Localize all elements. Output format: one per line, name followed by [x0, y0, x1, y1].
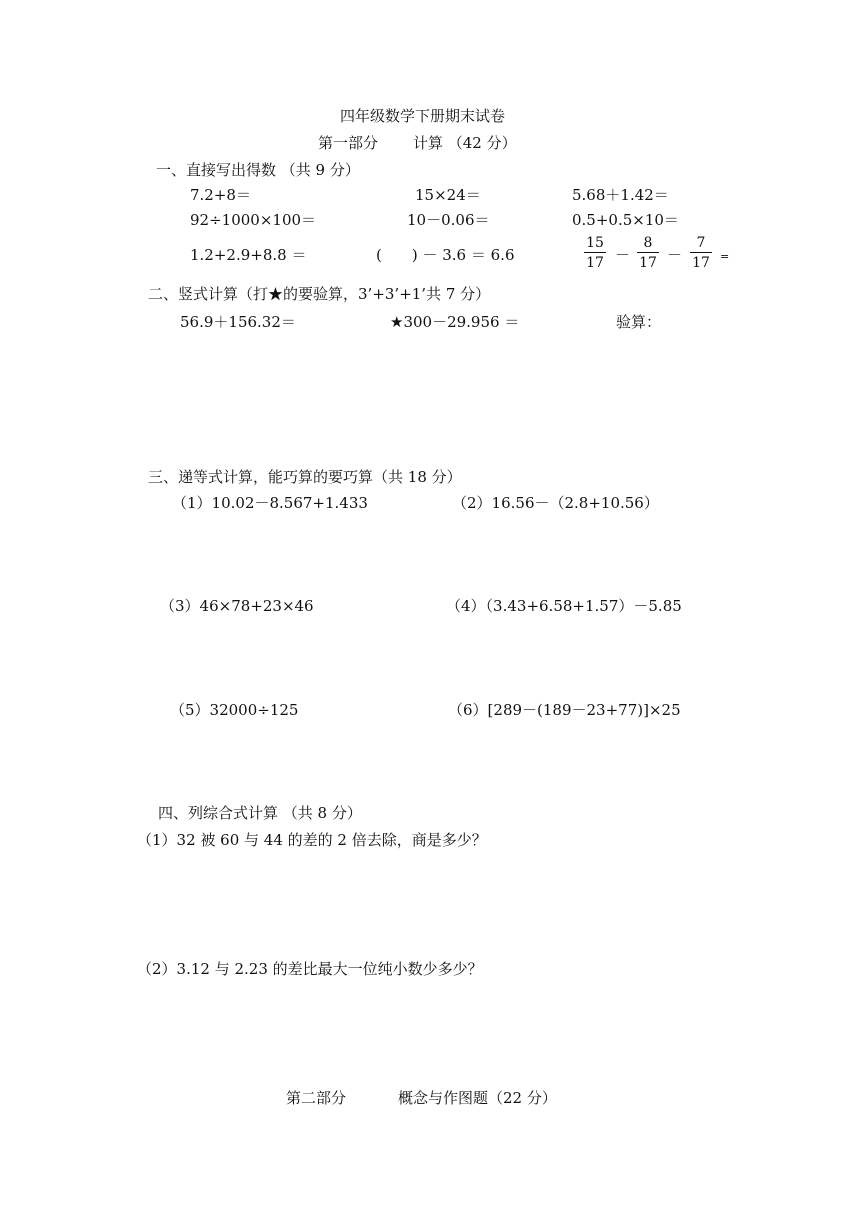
fraction-2-denominator: 17 — [639, 255, 657, 271]
fraction-1-denominator: 17 — [586, 255, 604, 271]
s4-question-1: （1）32 被 60 与 44 的差的 2 倍去除，商是多少？ — [137, 831, 487, 849]
s4-question-2: （2）3.12 与 2.23 的差比最大一位纯小数少多少？ — [137, 960, 483, 978]
fraction-2-numerator: 8 — [637, 236, 659, 253]
s3-item-3: （3）46×78+23×46 — [160, 597, 314, 615]
equals-sign: = — [720, 250, 730, 263]
s1-r1-c2: 15×24＝ — [415, 186, 481, 204]
minus-sign-2: － — [667, 246, 683, 264]
exam-title: 四年级数学下册期末试卷 — [340, 107, 506, 125]
fraction-3-denominator: 17 — [692, 255, 710, 271]
part2-name: 概念与作图题（22 分） — [398, 1089, 557, 1107]
section1-heading: 一、直接写出得数 （共 9 分） — [156, 161, 360, 179]
s1-r1-c1: 7.2+8＝ — [190, 186, 251, 204]
part1-label: 第一部分 — [318, 134, 379, 152]
s3-item-4: （4）（3.43+6.58+1.57）－5.85 — [446, 597, 682, 615]
s1-r3-c2: ( ) － 3.6 ＝ 6.6 — [376, 246, 515, 264]
s3-item-1: （1）10.02－8.567+1.433 — [172, 494, 368, 512]
fraction-2 — [637, 236, 659, 270]
section3-heading: 三、递等式计算，能巧算的要巧算（共 18 分） — [148, 468, 462, 486]
s3-item-5: （5）32000÷125 — [170, 701, 299, 719]
s1-r2-c3: 0.5+0.5×10＝ — [572, 211, 679, 229]
fraction-1-numerator: 15 — [584, 236, 606, 253]
part1-name: 计算 （42 分） — [413, 134, 517, 152]
minus-sign-1: － — [615, 246, 631, 264]
s2-item-1: 56.9＋156.32＝ — [180, 313, 296, 331]
s2-check-label: 验算： — [616, 313, 662, 331]
s3-item-2: （2）16.56－（2.8+10.56） — [452, 494, 659, 512]
s3-item-6: （6）[289－(189－23+77)]×25 — [448, 701, 681, 719]
fraction-3 — [690, 236, 712, 270]
fraction-3-numerator: 7 — [690, 236, 712, 253]
s1-r1-c3: 5.68＋1.42＝ — [572, 186, 669, 204]
s1-r3-c1: 1.2+2.9+8.8 ＝ — [190, 246, 307, 264]
s1-r2-c1: 92÷1000×100＝ — [190, 211, 317, 229]
section4-heading: 四、列综合式计算 （共 8 分） — [158, 804, 362, 822]
s2-item-2: ★300－29.956 ＝ — [390, 313, 520, 331]
section2-heading: 二、竖式计算（打★的要验算，3’+3’+1’共 7 分） — [148, 285, 491, 303]
s1-r2-c2: 10－0.06＝ — [407, 211, 490, 229]
fraction-1 — [584, 236, 606, 270]
part2-label: 第二部分 — [286, 1089, 347, 1107]
